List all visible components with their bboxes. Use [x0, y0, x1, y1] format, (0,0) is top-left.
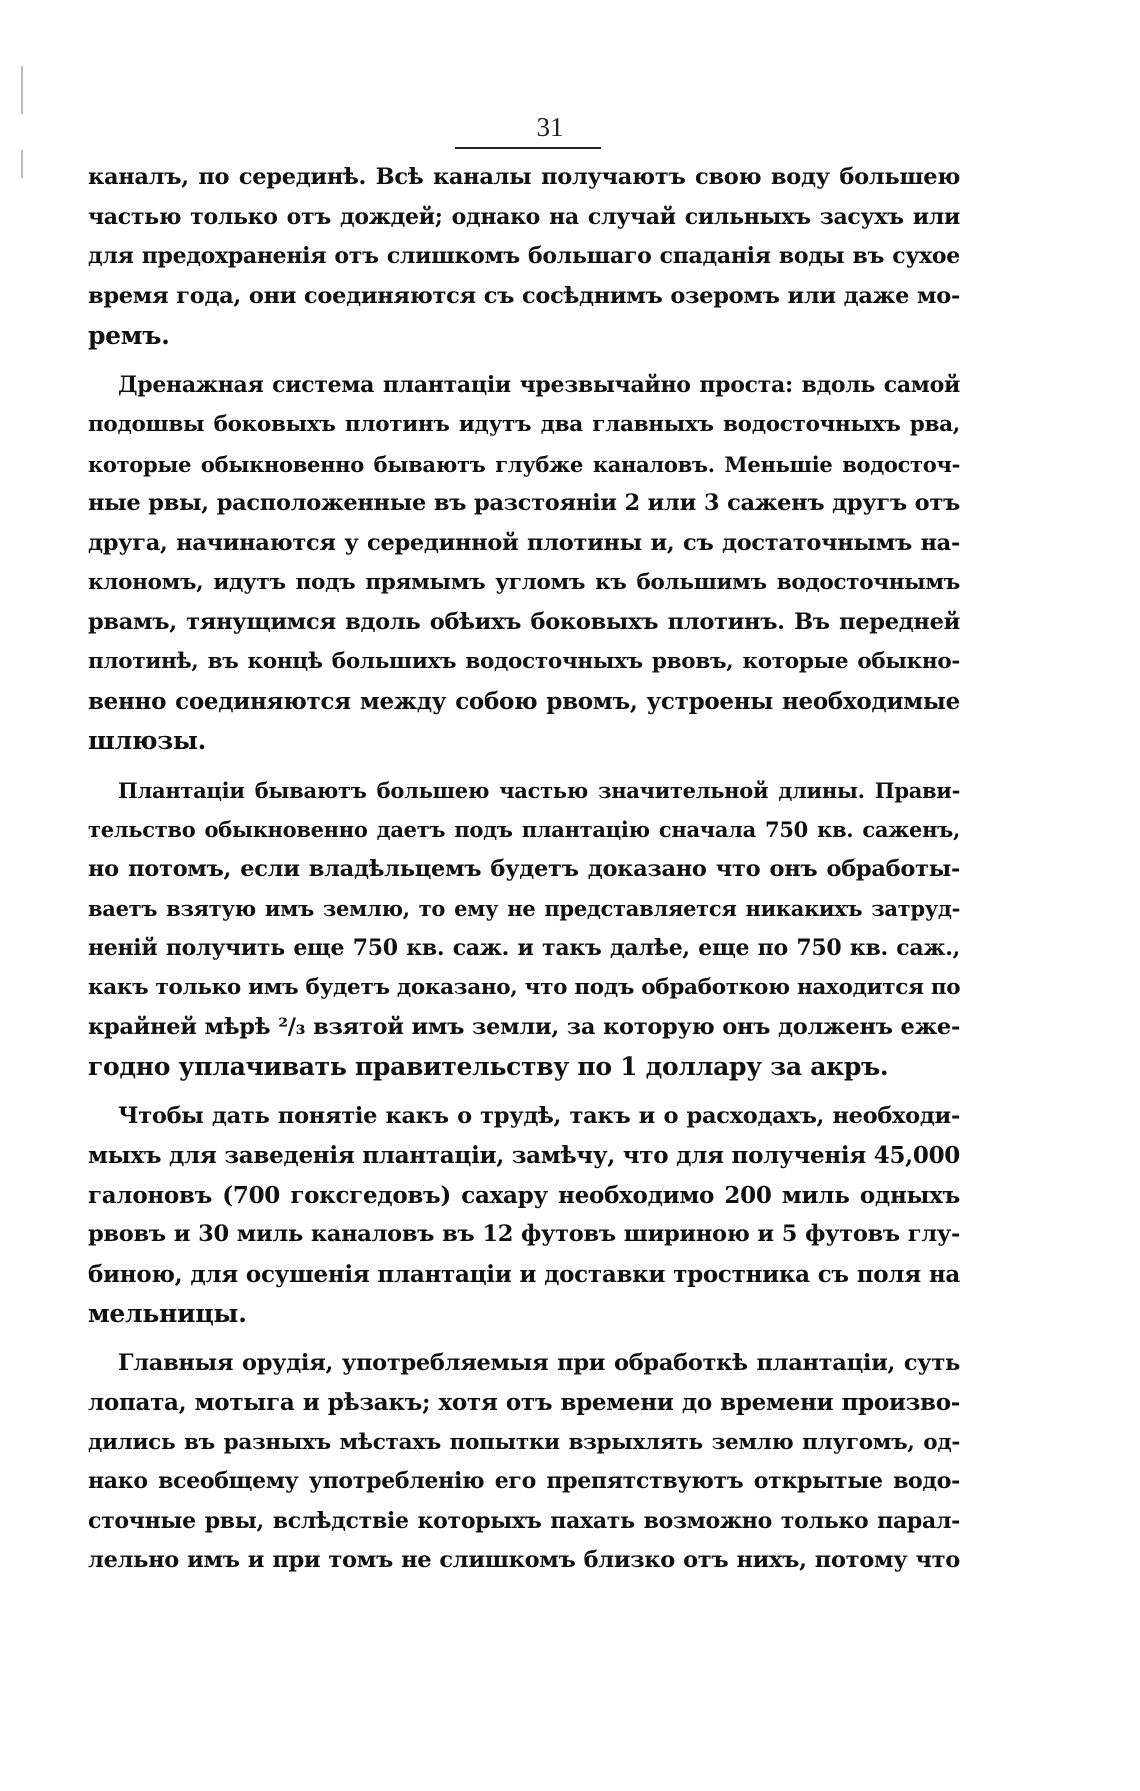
text-line: нако всеобщему употребленію его препятствуютъ открытые водо-	[88, 1468, 960, 1494]
text-line: ремъ.	[88, 321, 170, 350]
paragraph	[88, 771, 960, 1087]
text-line: ные рвы, расположенные въ разстояніи 2 или 3 саженъ другъ отъ	[88, 490, 960, 516]
text-line: Главныя орудія, употребляемыя при обработкѣ плантаціи, суть	[118, 1349, 960, 1376]
text-line: клономъ, идутъ подъ прямымъ угломъ къ большимъ водосточнымъ	[88, 570, 960, 595]
text-line: плотинѣ, въ концѣ большихъ водосточныхъ рвовъ, которые обыкно-	[88, 649, 960, 674]
text-line: рвовъ и 30 миль каналовъ въ 12 футовъ шириною и 5 футовъ глу-	[88, 1221, 960, 1247]
text-line: неній получить еще 750 кв. саж. и такъ далѣе, еще по 750 кв. саж.,	[88, 934, 960, 961]
text-line: какъ только имъ будетъ доказано, что подъ обработкою находится по	[88, 975, 961, 1000]
paragraph	[88, 1097, 960, 1334]
text-line: Дренажная система плантаціи чрезвычайно проста: вдоль самой	[118, 371, 960, 398]
text-line: шлюзы.	[88, 726, 207, 755]
text-line: тельство обыкновенно даетъ подъ плантацію сначала 750 кв. саженъ,	[88, 817, 960, 842]
margin-scan-mark	[21, 150, 23, 178]
text-line: которые обыкновенно бываютъ глубже каналовъ. Меньшіе водосточ-	[88, 451, 960, 477]
text-line: дились въ разныхъ мѣстахъ попытки взрыхлять землю плугомъ, од-	[88, 1429, 960, 1455]
text-line: Плантаціи бываютъ большею частью значительной длины. Прави-	[118, 777, 960, 803]
margin-scan-mark	[21, 66, 23, 114]
text-line: для предохраненія отъ слишкомъ большаго спаданія воды въ сухое	[88, 243, 960, 269]
text-line: Чтобы дать понятіе какъ о трудѣ, такъ и о расходахъ, необходи-	[118, 1102, 960, 1129]
paragraph	[88, 1344, 960, 1581]
text-line: друга, начинаются у серединной плотины и, съ достаточнымъ на-	[88, 529, 960, 556]
text-line: крайней мѣрѣ ²/₃ взятой имъ земли, за которую онъ долженъ еже-	[88, 1013, 960, 1040]
body-text	[88, 158, 960, 1581]
text-line: ваетъ взятую имъ землю, то ему не представляется никакихъ затруд-	[88, 896, 960, 921]
text-line: сточные рвы, вслѣдствіе которыхъ пахать возможно только парал-	[88, 1507, 960, 1534]
text-line: время года, они соединяются съ сосѣднимъ озеромъ или даже мо-	[88, 282, 960, 309]
text-line: годно уплачивать правительству по 1 доллару за акръ.	[88, 1052, 889, 1081]
text-line: но потомъ, если владѣльцемъ будетъ доказано что онъ обработы-	[88, 855, 960, 882]
page-number: 31	[536, 112, 564, 142]
text-line: венно соединяются между собою рвомъ, устроены необходимые	[88, 687, 960, 715]
text-line: рвамъ, тянущимся вдоль обѣихъ боковыхъ плотинъ. Въ передней	[88, 608, 960, 635]
text-line: каналъ, по серединѣ. Всѣ каналы получаютъ свою воду большею	[88, 164, 960, 190]
text-line: лельно имъ и при томъ не слишкомъ близко отъ нихъ, потому что	[88, 1547, 960, 1573]
paragraph	[88, 158, 960, 356]
text-line: мельницы.	[88, 1299, 247, 1328]
text-line: галоновъ (700 гоксгедовъ) сахару необходимо 200 миль одныхъ	[88, 1181, 960, 1209]
text-line: лопата, мотыга и рѣзакъ; хотя отъ времени до времени произво-	[88, 1389, 960, 1416]
paragraph	[88, 366, 960, 761]
page-number-rule	[455, 147, 601, 149]
text-line: мыхъ для заведенія плантаціи, замѣчу, что для полученія 45,000	[88, 1142, 960, 1169]
text-line: биною, для осушенія плантаціи и доставки тростника съ поля на	[88, 1260, 960, 1288]
text-line: частью только отъ дождей; однако на случай сильныхъ засухъ или	[88, 203, 960, 230]
text-line: подошвы боковыхъ плотинъ идутъ два главныхъ водосточныхъ рва,	[88, 412, 960, 437]
